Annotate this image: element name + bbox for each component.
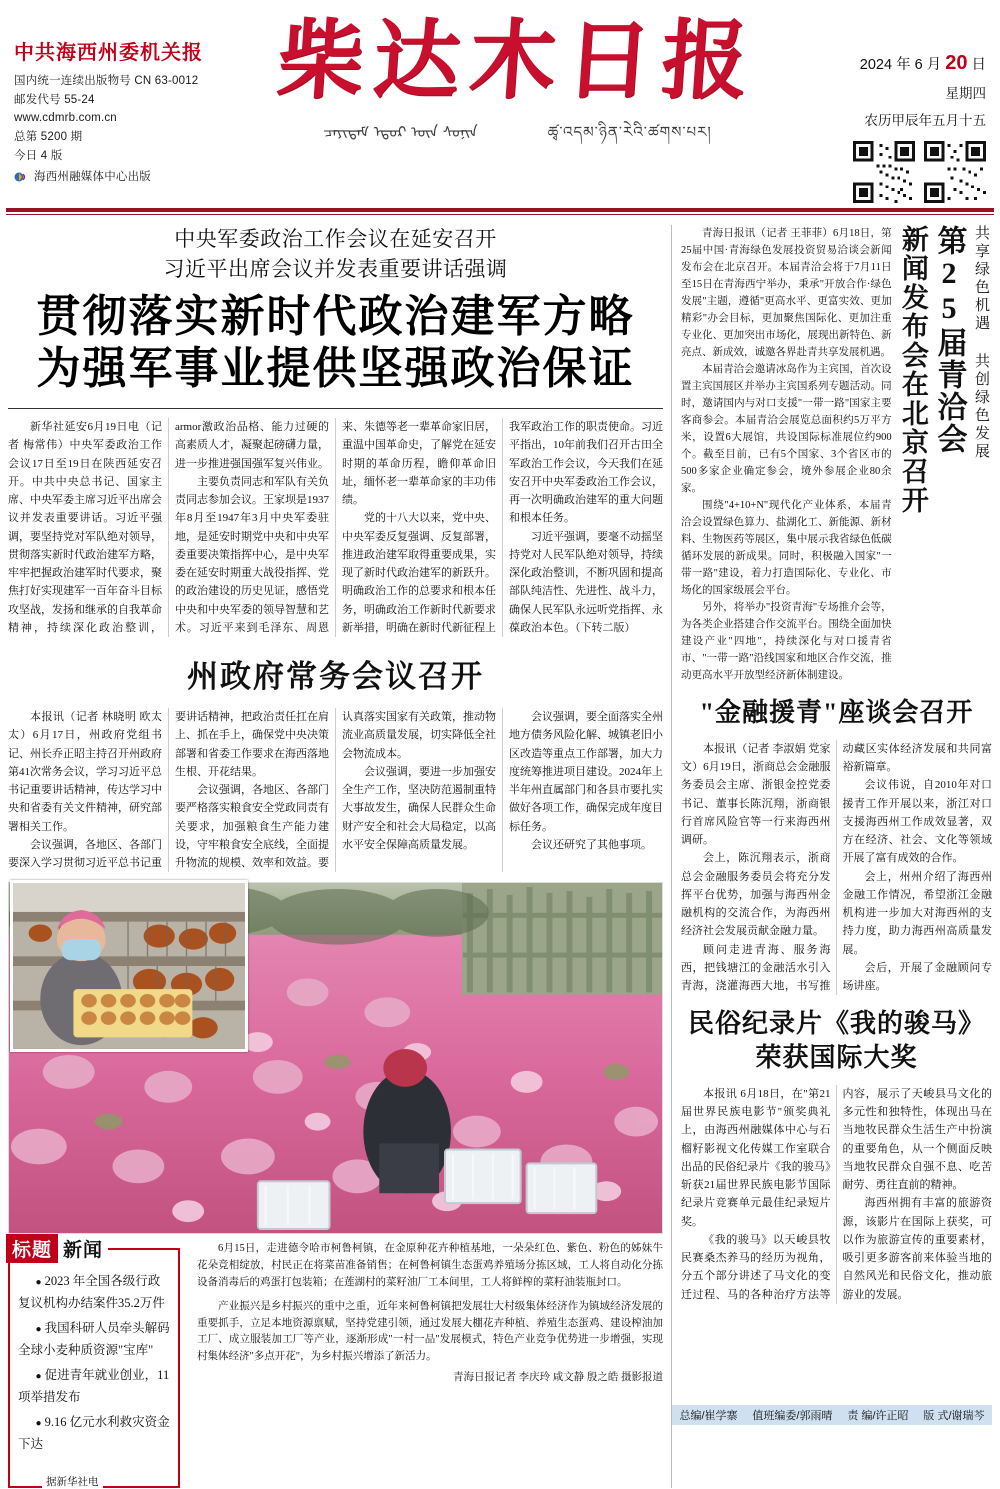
- right-column: [672, 225, 992, 1488]
- cn-number: 国内统一连续出版物号 CN 63-0012: [14, 75, 199, 87]
- headline-news-item-text: 9.16 亿元水利救灾资金下达: [18, 1415, 170, 1452]
- headline-news-source: 据新华社电: [42, 1474, 103, 1489]
- masthead-date-block: [785, 0, 1000, 203]
- finance-paragraph: 会议伟说，自2010年对口援青工作开展以来，浙江对口支援海西州工作成效显著，双方在经济、社会、文化等领域开展了富有成效的合作。: [842, 779, 992, 865]
- website-url[interactable]: www.cdmrb.com.cn: [14, 112, 117, 125]
- headline-news-item[interactable]: [18, 1411, 170, 1455]
- gov-paragraph: 会议强调，要全面落实全州地方债务风险化解、城镇老旧小区改造等重点工作部署，加大力度统筹推进项目建设。2024年上半年州直属部门和各县市要扎实做好各项工作，确保完成年度目标任务。: [509, 711, 663, 833]
- footer-chief-editor: 总编/崔学寨: [679, 1410, 738, 1422]
- finance-paragraph: 顾问走进青海、服务海西，把钱塘江的金融活水引入青海，浇灌海西大地，书写推动藏区实体经济发展和共同富裕新篇章。: [681, 742, 992, 993]
- photo-caption-text-2: 产业振兴是乡村振兴的重中之重，近年来柯鲁柯镇把发展壮大村级集体经济作为镇域经济发展的重要抓手，立足本地资源禀赋，坚持党建引领，通过发展大棚花卉种植、养殖生态蛋鸡、建设榨油加工厂、成立服装加工厂等产业，逐渐形成"一村一品"发展模式，特色产业竞争优势进一步增强，实现村集体经济"多点开花"，为乡村振兴增添了新活力。: [197, 1300, 663, 1363]
- lead-paragraph: 党的十八大以来，党中央、中央军委反复强调、反复部署，推进政治建军取得重要成果，实现了新时代政治建军的新跃升。明确政治工作的总要求和根本任务，明确政治工作新时代新要求新举措，明确在新时代新征程上我军政治工作的职责使命。习近平指出，10年前我们召开古田全军政治工作会议，今天我们在延安召开中央军委政治工作会议，再一次明确政治建军的重大问题和根本任务。: [342, 421, 663, 634]
- finance-paragraph: 会后，开展了金融顾问专场讲座。: [842, 961, 992, 993]
- qr-code-group: [785, 141, 986, 203]
- documentary-story: [681, 1007, 992, 1304]
- qinghai-fair-vertical-headline: [898, 225, 992, 625]
- photo-caption: [197, 1241, 663, 1291]
- bullet-icon: ●: [35, 1418, 42, 1430]
- main-photo-block: [8, 882, 663, 1234]
- publisher-logo-icon: [14, 170, 30, 184]
- masthead-info-left: [0, 0, 250, 187]
- gov-paragraph: 会议强调，各地区、各部门要严格落实粮食安全党政同责有关要求，加强粮食生产能力建设，守牢粮食安全底线，全面提升物流的规模、效率和效益。要认真落实国家有关政策，推动物流业高质量发展，切实降低全社会物流成本。: [175, 711, 496, 870]
- documentary-headline-line-2: 荣获国际大奖: [755, 1043, 918, 1073]
- masthead-divider-thick: [6, 208, 994, 212]
- footer-duty-editor: 值班编委/郭雨晴: [752, 1410, 833, 1422]
- headline-news-tab-b: 新闻: [58, 1234, 108, 1263]
- headline-news-item[interactable]: [18, 1364, 170, 1408]
- lead-story: [8, 225, 663, 637]
- bottom-left-col: [8, 1234, 188, 1488]
- headline-news-item[interactable]: [18, 1270, 170, 1314]
- footer-layout-editor: 版 式/谢瑞芩: [923, 1410, 985, 1422]
- finance-paragraph: 会上，陈沉翔表示，浙商总会金融服务委员会将充分发挥平台优势，加强与海西州金融机构的交流合作，为海西州经济社会发展贡献金融力量。: [681, 852, 831, 938]
- finance-paragraph: 会上，州州介绍了海西州金融工作情况，希望浙江金融机构进一步加大对海西州的支持力度，助力海西州高质量发展。: [842, 870, 992, 956]
- headline-news-item-text: 我国科研人员牵头解码全球小麦种质资源"宝库": [18, 1321, 170, 1358]
- footer-responsible-editor: 责 编/许正昭: [847, 1410, 909, 1422]
- qinghai-fair-paragraph: 本届青洽会邀请冰岛作为主宾国，首次设置主宾国展区并举办主宾国系列专题活动。同时，邀请国内与对口支援"一带一路"国家主要客商参会。本届青洽会展览总面积约5万平方米，设置6大展馆，共设国际标准展位约900个。截至目前，已有5个国家、3个省区市的500多家企业确定参会，境外参展企业80余家。: [681, 364, 892, 494]
- gov-paragraph: 会议强调，要进一步加强安全生产工作，坚决防范遏制重特大事故发生，确保人民群众生命财产安全和社会大局稳定，以高水平安全保障高质量发展。: [342, 765, 496, 851]
- mongolian-script: ᠴᠠᠶᠢᠳᠠᠮ ᠡᠳᠦᠷ ᠦᠨ ᠰᠣᠨᠢᠨ: [323, 123, 478, 141]
- finance-headline: "金融援青"座谈会召开: [699, 698, 974, 727]
- qinghai-fair-kicker: 共享绿色机遇 共创绿色发展: [973, 225, 990, 461]
- headline-news-item-text: 2023 年全国各级行政复议机构办结案件35.2万件: [18, 1274, 165, 1311]
- qinghai-fair-paragraph: 青海日报讯（记者 王菲菲）6月18日，第25届中国·青海绿色发展投资贸易洽谈会新闻发布会在北京召开。本届青洽会将于7月11日至15日在青海西宁举办，秉承"开放合作·绿色发展"主题，遵循"更高水平、更富实效、更加精彩"办会目标，更加聚焦国际化、更加注重专业化、更加突出市场化，展现出新特色、新亮点、新成效，诚邀各界赴青共享发展机遇。: [681, 228, 892, 358]
- masthead-nameplate-area: [250, 0, 785, 158]
- finance-paragraph: 本报讯（记者 李淑娟 党家文）6月19日，浙商总会金融服务委员会主席、浙银金控党委书记、董事长陈沉翔，浙商银行首席风险官等一行来海西州调研。: [681, 742, 831, 847]
- bullet-icon: ●: [35, 1324, 42, 1336]
- weekday: 星期四: [945, 86, 986, 101]
- lead-paragraph: 习近平强调，要毫不动摇坚持党对人民军队绝对领导，持续深化政治整训，不断巩固和提高部队纯洁性、先进性、战斗力，确保人民军队永远听党指挥、永葆政治本色。（下转二版）: [509, 530, 663, 634]
- documentary-body: [681, 1085, 992, 1304]
- headline-news-box: [8, 1240, 180, 1489]
- newspaper-nameplate: 柴达木日报: [274, 13, 761, 109]
- lead-headline: [8, 291, 663, 397]
- party-organ-label: 中共海西州委机关报: [14, 42, 203, 64]
- documentary-paragraph: 本报讯 6月18日，在"第21届世界民族电影节"颁奖典礼上，由海西州融媒体中心与石榴籽影视文化传媒工作室联合出品的民俗纪录片《我的骏马》斩获21届世界民族电影节国际纪录片竞赛单元最佳纪录短片奖。: [681, 1087, 831, 1228]
- page-content: [0, 215, 1000, 1488]
- bottom-row: [8, 1234, 663, 1488]
- gov-meeting-body: [8, 708, 663, 872]
- headline-news-tab-a: 标题: [6, 1234, 58, 1263]
- finance-story: [681, 696, 992, 995]
- qinghai-fair-title-line-1: 第25届青洽会: [932, 225, 966, 455]
- egg-tray: [73, 990, 192, 1038]
- lead-headline-line-2: 为强军事业提供坚强政治保证: [36, 344, 635, 394]
- qr-code-wechat-icon[interactable]: [853, 141, 915, 203]
- gov-meeting-headline: 州政府常务会议召开: [187, 659, 484, 695]
- gregorian-date: [785, 52, 986, 75]
- finance-body: [681, 740, 992, 996]
- page-footer: [672, 1405, 992, 1425]
- issue-number: 总第 5200 期: [14, 130, 83, 143]
- lead-paragraph: 主要负责同志和军队有关负责同志参加会议。王家坝是1937年8月至1947年3月中央军委驻地，是延安时期党中央和中央军委重要决策指挥中心，是中央军委在延安时期重大战役指挥、党的政治建设的历史见证，感悟党中央和中央军委的领导智慧和艺术。习近平来到毛泽东、周恩来、朱德等老一辈革命家旧居，重温中国革命史，了解党在延安时期的革命历程，瞻仰革命旧址，缅怀老一辈革命家的丰功伟绩。: [175, 421, 496, 634]
- minority-scripts: [250, 116, 785, 158]
- date-day: 20: [945, 52, 968, 74]
- qinghai-fair-body: [681, 225, 892, 684]
- photo-caption-block: [197, 1234, 663, 1384]
- lead-divider: [8, 408, 663, 409]
- main-column: [8, 225, 672, 1488]
- bullet-icon: ●: [35, 1277, 42, 1289]
- qinghai-fair-title-line-2: 新闻发布会在北京召开: [897, 225, 928, 515]
- lead-shoulder-line-1: 中央军委政治工作会议在延安召开: [174, 228, 497, 251]
- gov-paragraph: 本报讯（记者 林晓明 欧太太）6月17日，州政府党组书记、州长乔正昭主持召开州政府第41次常务会议，学习习近平总书记重要讲话精神，传达学习中央和省委有关文件精神，研究部署相关工作。: [8, 711, 162, 833]
- photo-caption-text: 6月15日，走进德令哈市柯鲁柯镇，在金原种花卉种植基地，一朵朵红色、紫色、粉色的姊妹牛花朵竞相绽放，村民正在将菜苗准备销售；在柯鲁柯镇生态蛋鸡养殖场分拣区域，工人将自动化分拣设备消毒后的鸡蛋打包装箱；在莲湖村的菜籽油厂工本间里，工人将鲜榨的菜籽油装瓶封口。: [197, 1243, 663, 1289]
- documentary-headline-line-1: 民俗纪录片《我的骏马》: [687, 1009, 985, 1039]
- date-prefix: 2024 年 6 月: [859, 57, 946, 73]
- qinghai-fair-story: [681, 225, 992, 684]
- qr-code-app-icon[interactable]: [924, 141, 986, 203]
- postal-code: 邮发代号 55-24: [14, 93, 95, 106]
- poultry-farm-inset-photo: [10, 880, 248, 1052]
- headline-news-list: [18, 1270, 170, 1455]
- documentary-headline: [681, 1007, 992, 1075]
- date-suffix: 日: [967, 57, 986, 73]
- photo-credit: 青海日报记者 李庆玲 咸文静 殷之皓 摄影报道: [453, 1372, 663, 1384]
- qinghai-fair-paragraph: 围绕"4+10+N"现代化产业体系，本届青洽会设置绿色算力、盐湖化工、新能源、新材料、生物医药等展区，集中展示我省绿色低碳循环发展的新成果。同时，积极融入国家"一带一路"建设，着力打造国际化、专业化、市场化的国家级展会平台。: [681, 500, 892, 596]
- pages-today: 今日 4 版: [14, 149, 63, 162]
- gov-meeting-story: [8, 651, 663, 872]
- lead-paragraph: 新华社延安6月19日电（记者 梅常伟）中央军委政治工作会议17日至19日在陕西延安召开。中共中央总书记、国家主席、中央军委主席习近平出席会议并发表重要讲话。习近平强调，要坚持党对军队绝对领导，贯彻落实新时代政治建军方略，牢牢把握政治建军时代要求，聚焦打好实现建军一百年奋斗目标攻坚战，发扬和继承的自我革命精神，持续深化政治整训，armor激政治品格、能力过硬的高素质人才，凝聚起磅礴力量，进一步推进强国强军复兴伟业。: [8, 421, 329, 634]
- headline-news-item[interactable]: [18, 1317, 170, 1361]
- documentary-paragraph: 海西州拥有丰富的旅游资源，该影片在国际上获奖，可以作为旅游宣传的重要素材，吸引更多游客前来体验当地的自然风光和民俗文化，推动旅游业的发展。: [842, 1197, 992, 1301]
- publisher-row: [14, 168, 250, 187]
- gov-paragraph: 会议还研究了其他事项。: [531, 838, 652, 851]
- gov-paragraph: 会议强调，各地区、各部门要深入学习贯彻习近平总书记重要讲话精神，把政治责任扛在肩上、抓在手上，确保党中央决策部署和省委工作要求在海西落地生根、开花结果。: [8, 711, 329, 870]
- bullet-icon: ●: [35, 1371, 42, 1383]
- headline-news-tab: [6, 1234, 108, 1263]
- lead-headline-line-1: 贯彻落实新时代政治建军方略: [36, 291, 635, 341]
- qinghai-fair-paragraph: 另外，将举办"投资青海"专场推介会等，为各类企业搭建合作交流平台。围绕全面加快建设产业"四地"，持续深化与对口援青省市、"一带一路"沿线国家和地区合作交流，推动更高水平开放型经济新体制建设。: [681, 602, 892, 681]
- masthead: [0, 0, 1000, 208]
- photo-caption-secondary: [197, 1299, 663, 1366]
- publisher-name: 海西州融媒体中心出版: [34, 171, 151, 184]
- lead-body: [8, 418, 663, 637]
- headline-news-item-text: 促进青年就业创业，11项举措发布: [18, 1368, 170, 1405]
- lunar-date: 农历甲辰年五月十五: [864, 113, 986, 128]
- tibetan-script: ཚྭ་འདམ་ཉིན་རེའི་ཚགས་པར།: [547, 123, 712, 141]
- lead-shoulder-line-2: 习近平出席会议并发表重要讲话强调: [163, 257, 508, 281]
- documentary-paragraph: 《我的骏马》以天峻县牧民赛桑杰养马的经历为视角，分五个部分讲述了马文化的变迁过程、马的各种治疗方法等内容，展示了天峻县马文化的多元性和独特性，体现出马在当地牧民群众生活生产中扮演的重要角色，从一个侧面反映当地牧民群众自强不息、吃苦耐劳、勇往直前的精神。: [681, 1087, 992, 1301]
